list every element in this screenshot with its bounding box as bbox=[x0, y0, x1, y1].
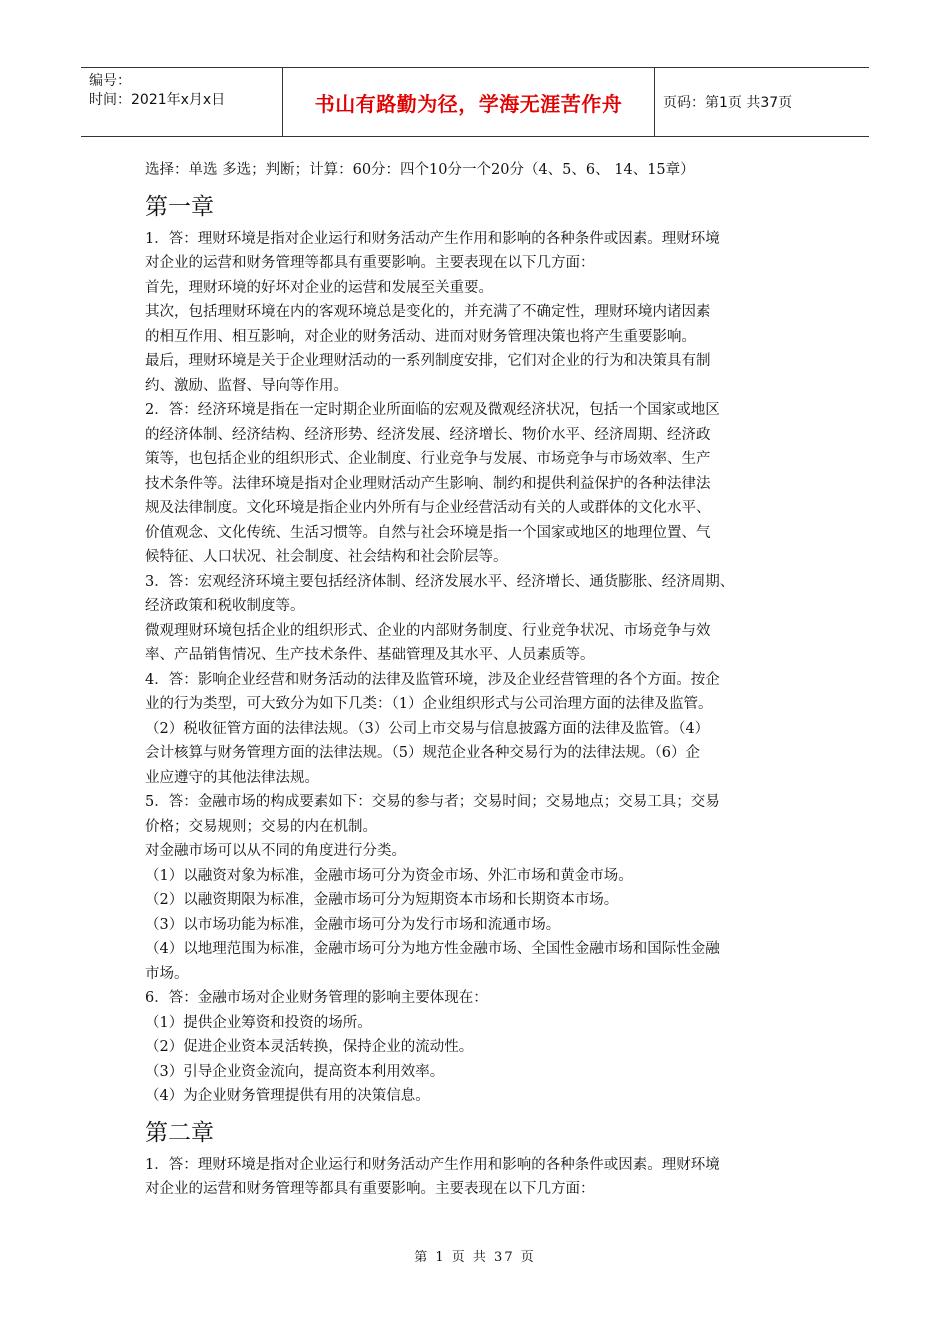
text-line: 市场。 bbox=[145, 965, 189, 982]
chapter-2-title: 第二章 bbox=[145, 1119, 214, 1146]
document-number-label: 编号： bbox=[89, 73, 131, 89]
text-line: 业的行为类型，可大致分为如下几类：（1）企业组织形式与公司治理方面的法律及监管。 bbox=[145, 696, 713, 712]
chapter-2-text bbox=[145, 1153, 815, 1202]
document-time-label: 时间：2021年x月x日 bbox=[89, 92, 226, 108]
text-line: 率、产品销售情况、生产技术条件、基础管理及其水平、人员素质等。 bbox=[145, 647, 595, 663]
document-body bbox=[145, 158, 815, 1202]
text-line: （2）税收征管方面的法律法规。（3）公司上市交易与信息披露方面的法律及监管。（4） bbox=[145, 720, 710, 737]
text-line: （4）以地理范围为标准，金融市场可分为地方性金融市场、全国性金融市场和国际性金融 bbox=[145, 941, 720, 957]
text-line: （1）以融资对象为标准，金融市场可分为资金市场、外汇市场和黄金市场。 bbox=[145, 867, 633, 884]
text-line: 候特征、人口状况、社会制度、社会结构和社会阶层等。 bbox=[145, 549, 508, 565]
text-line: （4）为企业财务管理提供有用的决策信息。 bbox=[145, 1088, 430, 1104]
text-line: 的经济体制、经济结构、经济形势、经济发展、经济增长、物价水平、经济周期、经济政 bbox=[145, 426, 711, 443]
text-line: 策等，也包括企业的组织形式、企业制度、行业竞争与发展、市场竞争与市场效率、生产 bbox=[145, 451, 711, 467]
text-line: 业应遵守的其他法律法规。 bbox=[145, 769, 319, 786]
text-line: 3．答：宏观经济环境主要包括经济体制、经济发展水平、经济增长、通货膨胀、经济周期、 bbox=[145, 573, 735, 590]
text-line: 1．答：理财环境是指对企业运行和财务活动产生作用和影响的各种条件或因素。理财环境 bbox=[145, 230, 720, 247]
text-line: 2．答：经济环境是指在一定时期企业所面临的宏观及微观经济状况，包括一个国家或地区 bbox=[145, 402, 720, 418]
text-line: 微观理财环境包括企业的组织形式、企业的内部财务制度、行业竞争状况、市场竞争与效 bbox=[145, 622, 711, 639]
text-line: 其次，包括理财环境在内的客观环境总是变化的，并充满了不确定性，理财环境内诸因素 bbox=[145, 304, 711, 320]
text-line: 对金融市场可以从不同的角度进行分类。 bbox=[145, 843, 406, 859]
header-motto: 书山有路勤为径，学海无涯苦作舟 bbox=[283, 68, 655, 136]
header-page-info: 页码：第1页 共37页 bbox=[663, 95, 793, 111]
text-line: 约、激励、监督、导向等作用。 bbox=[145, 377, 348, 394]
text-line: 技术条件等。法律环境是指对企业理财活动产生影响、制约和提供利益保护的各种法律法 bbox=[145, 475, 711, 492]
text-line: 会计核算与财务管理方面的法律法规。（5）规范企业各种交易行为的法律法规。（6）企 bbox=[145, 745, 700, 761]
text-line: 价格；交易规则；交易的内在机制。 bbox=[145, 818, 377, 835]
text-line: （3）以市场功能为标准，金融市场可分为发行市场和流通市场。 bbox=[145, 916, 561, 933]
text-line: 1．答：理财环境是指对企业运行和财务活动产生作用和影响的各种条件或因素。理财环境 bbox=[145, 1156, 720, 1173]
text-line: （3）引导企业资金流向，提高资本利用效率。 bbox=[145, 1063, 445, 1080]
text-line: （2）以融资期限为标准，金融市场可分为短期资本市场和长期资本市场。 bbox=[145, 892, 619, 908]
text-line: （2）促进企业资本灵活转换，保持企业的流动性。 bbox=[145, 1039, 474, 1055]
chapter-1-text bbox=[145, 227, 815, 1109]
text-line: 6．答：金融市场对企业财务管理的影响主要体现在： bbox=[145, 990, 488, 1006]
text-line: 的相互作用、相互影响，对企业的财务活动、进而对财务管理决策也将产生重要影响。 bbox=[145, 328, 696, 345]
page-footer: 第 1 页 共 37 页 bbox=[414, 1250, 536, 1265]
text-line: 5．答：金融市场的构成要素如下：交易的参与者；交易时间；交易地点；交易工具；交易 bbox=[145, 794, 720, 810]
text-line: 经济政策和税收制度等。 bbox=[145, 598, 305, 614]
text-line: （1）提供企业筹资和投资的场所。 bbox=[145, 1014, 372, 1031]
text-line: 最后，理财环境是关于企业理财活动的一系列制度安排，它们对企业的行为和决策具有制 bbox=[145, 353, 711, 369]
text-line: 规及法律制度。文化环境是指企业内外所有与企业经营活动有关的人或群体的文化水平、 bbox=[145, 500, 711, 516]
header-meta bbox=[81, 68, 283, 136]
text-line: 对企业的运营和财务管理等都具有重要影响。主要表现在以下几方面： bbox=[145, 1181, 595, 1197]
exam-format-line: 选择：单选 多选；判断；计算：60分：四个10分一个20分（4、5、6、 14、15章） bbox=[145, 162, 695, 178]
text-line: 价值观念、文化传统、生活习惯等。自然与社会环境是指一个国家或地区的地理位置、气 bbox=[145, 524, 711, 541]
document-header bbox=[81, 67, 869, 137]
chapter-1-title: 第一章 bbox=[145, 193, 214, 220]
text-line: 首先，理财环境的好坏对企业的运营和发展至关重要。 bbox=[145, 279, 493, 296]
text-line: 对企业的运营和财务管理等都具有重要影响。主要表现在以下几方面： bbox=[145, 255, 595, 271]
text-line: 4．答：影响企业经营和财务活动的法律及监管环境，涉及企业经营管理的各个方面。按企 bbox=[145, 671, 720, 688]
